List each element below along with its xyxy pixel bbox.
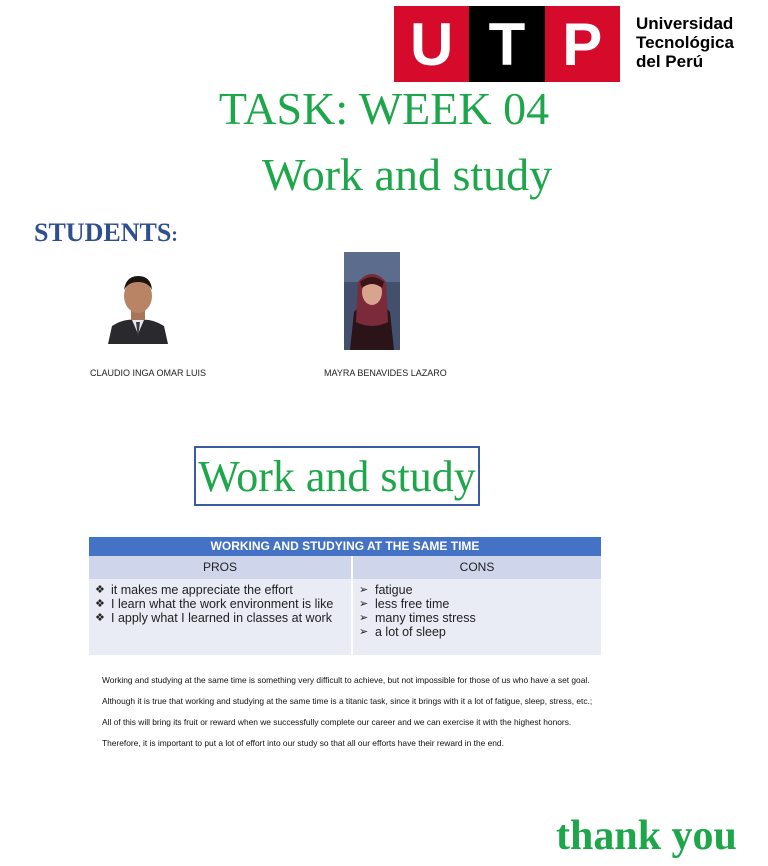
pros-list	[89, 579, 351, 625]
cons-item: a lot of sleep	[375, 625, 446, 639]
list-item	[95, 611, 351, 625]
paragraph-2: Although it is true that working and studying at the same time is a titanic task, since it brings with it a lot of fatigue, sleep, stress, etc.; All of this will bring its fruit or reward when we successfully complete our career and we can exercise it with the highest honors.	[102, 696, 593, 727]
students-heading	[34, 218, 178, 248]
cons-item: many times stress	[375, 611, 476, 625]
body-text	[102, 670, 600, 754]
logo-letter-p: P	[562, 10, 603, 78]
column-header-pros: PROS	[89, 556, 353, 579]
list-item	[95, 597, 351, 611]
pros-cons-table	[89, 537, 601, 655]
arrow-bullet-icon: ➢	[359, 598, 369, 610]
arrow-bullet-icon: ➢	[359, 626, 369, 638]
table-body	[89, 579, 601, 655]
arrow-bullet-icon: ➢	[359, 584, 369, 596]
cons-item: fatigue	[375, 583, 413, 597]
cons-item: less free time	[375, 597, 450, 611]
bullet-icon: ❖	[95, 612, 105, 624]
student-name-1: CLAUDIO INGA OMAR LUIS	[90, 368, 207, 378]
student-photo-2	[344, 252, 400, 350]
thank-you-text: thank you	[556, 813, 737, 859]
university-name-line2: Tecnológica	[636, 33, 734, 52]
utp-logo	[394, 6, 620, 82]
paragraph-3: Therefore, it is important to put a lot of effort into our study so that all our efforts have their reward in the end.	[102, 738, 504, 748]
logo-letter-t: T	[469, 6, 544, 82]
pros-cell	[89, 579, 353, 655]
cons-list	[353, 579, 601, 639]
cons-cell	[353, 579, 601, 655]
pros-item: I learn what the work environment is like	[111, 597, 334, 611]
column-header-cons: CONS	[459, 560, 495, 574]
list-item	[359, 611, 601, 625]
bullet-icon: ❖	[95, 598, 105, 610]
university-name-line3: del Perú	[636, 52, 704, 71]
list-item	[359, 625, 601, 639]
paragraph-1: Working and studying at the same time is something very difficult to achieve, but not impossible for those of us who have a set goal.	[102, 675, 590, 685]
list-item	[359, 583, 601, 597]
pros-item: it makes me appreciate the effort	[111, 583, 293, 597]
student-photo-1	[104, 268, 172, 344]
logo-letter-u: U	[409, 10, 454, 78]
students-heading-text: STUDENTS	[34, 218, 172, 247]
list-item	[359, 597, 601, 611]
list-item	[95, 583, 351, 597]
pros-item: I apply what I learned in classes at work	[111, 611, 332, 625]
page-subtitle: Work and study	[262, 149, 553, 200]
university-name-line1: Universidad	[636, 14, 734, 33]
bullet-icon: ❖	[95, 584, 105, 596]
table-column-headers	[89, 556, 601, 579]
section-title-box: Work and study	[194, 446, 480, 506]
arrow-bullet-icon: ➢	[359, 612, 369, 624]
university-name	[636, 14, 734, 71]
students-heading-colon: :	[171, 224, 178, 246]
student-name-2: MAYRA BENAVIDES LAZARO	[324, 368, 447, 378]
table-header: WORKING AND STUDYING AT THE SAME TIME	[89, 537, 601, 556]
page-title: TASK: WEEK 04	[218, 83, 550, 134]
